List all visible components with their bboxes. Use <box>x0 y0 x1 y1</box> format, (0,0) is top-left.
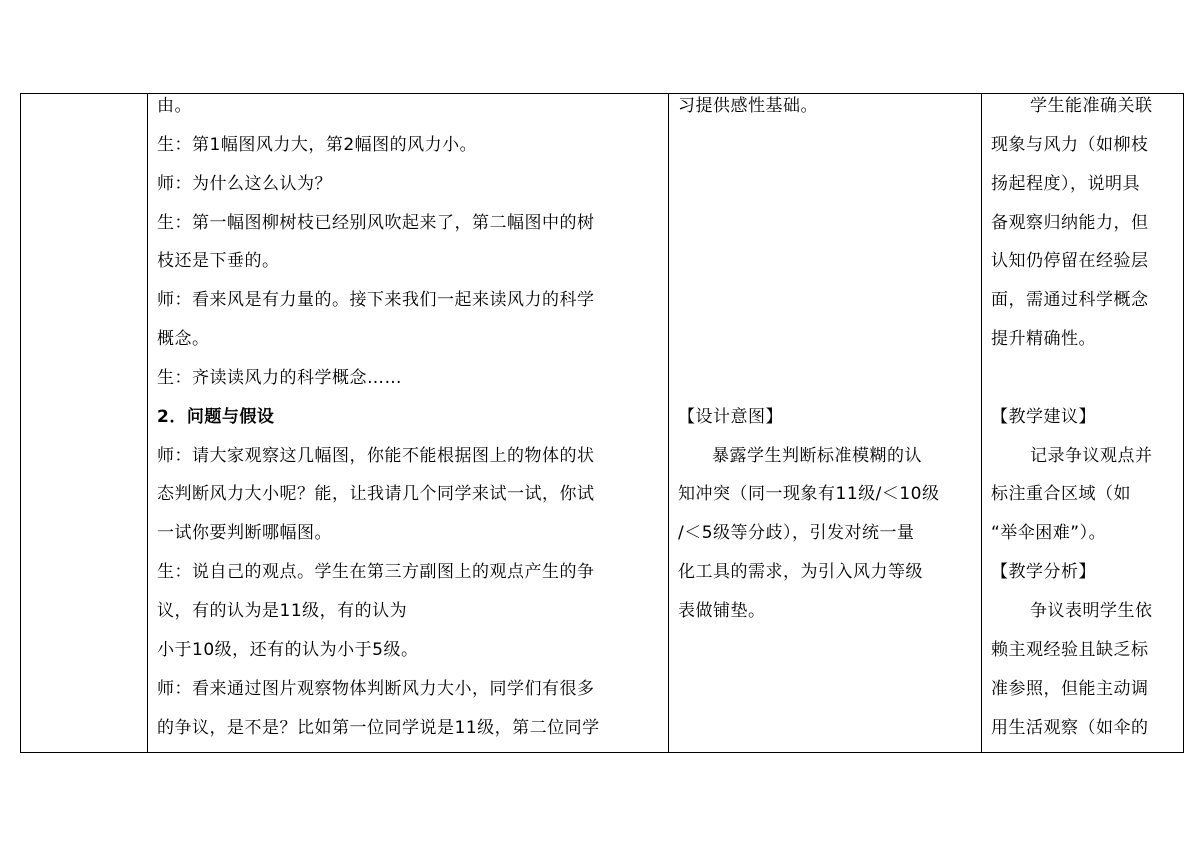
table-border-left <box>20 93 21 753</box>
intent-heading: 【设计意图】 <box>678 407 783 427</box>
notes-line: 争议表明学生依 <box>1030 601 1153 621</box>
notes-line: 赖主观经验且缺乏标 <box>991 640 1149 660</box>
notes-line: 记录争议观点并 <box>1030 446 1153 466</box>
intent-line: 习提供感性基础。 <box>678 96 818 116</box>
intent-line: 暴露学生判断标准模糊的认 <box>712 446 922 466</box>
dialogue-line: 师：看来风是有力量的。接下来我们一起来读风力的科学 <box>157 290 595 310</box>
dialogue-line: 一试你要判断哪幅图。 <box>157 523 332 543</box>
table-border-right <box>1183 93 1184 753</box>
dialogue-line: 生：第1幅图风力大，第2幅图的风力小。 <box>157 135 478 155</box>
column-divider-2 <box>668 93 669 753</box>
section-heading: 2．问题与假设 <box>157 407 275 427</box>
notes-line: 标注重合区域（如 <box>991 484 1131 504</box>
notes-line: 准参照，但能主动调 <box>991 679 1149 699</box>
notes-line: 面，需通过科学概念 <box>991 290 1149 310</box>
dialogue-line: 由。 <box>157 96 192 116</box>
dialogue-line: 小于10级，还有的认为小于5级。 <box>157 640 419 660</box>
column-divider-1 <box>147 93 148 753</box>
intent-line: 知冲突（同一现象有11级/＜10级 <box>678 484 940 504</box>
dialogue-line: 生：第一幅图柳树枝已经别风吹起来了，第二幅图中的树 <box>157 213 595 233</box>
teaching-analysis-heading: 【教学分析】 <box>991 562 1096 582</box>
dialogue-line: 生：齐读读风力的科学概念…… <box>157 368 402 388</box>
column-divider-3 <box>981 93 982 753</box>
notes-line: 备观察归纳能力，但 <box>991 213 1149 233</box>
intent-line: 表做铺垫。 <box>678 601 766 621</box>
dialogue-line: 师：看来通过图片观察物体判断风力大小，同学们有很多 <box>157 679 595 699</box>
dialogue-line: 态判断风力大小呢？能，让我请几个同学来试一试，你试 <box>157 484 595 504</box>
dialogue-line: 生：说自己的观点。学生在第三方副图上的观点产生的争 <box>157 562 595 582</box>
intent-line: /＜5级等分歧），引发对统一量 <box>678 523 915 543</box>
dialogue-line: 概念。 <box>157 329 210 349</box>
notes-line: 学生能准确关联 <box>1030 96 1153 116</box>
notes-line: 认知仍停留在经验层 <box>991 251 1149 271</box>
notes-line: 提升精确性。 <box>991 329 1096 349</box>
dialogue-line: 议，有的认为是11级，有的认为 <box>157 601 408 621</box>
teaching-suggestion-heading: 【教学建议】 <box>991 407 1096 427</box>
dialogue-line: 枝还是下垂的。 <box>157 251 280 271</box>
notes-line: “举伞困难”）。 <box>991 523 1107 543</box>
dialogue-line: 师：请大家观察这几幅图，你能不能根据图上的物体的状 <box>157 446 595 466</box>
dialogue-line: 师：为什么这么认为？ <box>157 174 332 194</box>
intent-line: 化工具的需求，为引入风力等级 <box>678 562 923 582</box>
dialogue-line: 的争议，是不是？比如第一位同学说是11级，第二位同学 <box>157 718 600 738</box>
notes-line: 扬起程度），说明具 <box>991 174 1140 194</box>
notes-line: 现象与风力（如柳枝 <box>991 135 1149 155</box>
notes-line: 用生活观察（如伞的 <box>991 718 1149 738</box>
